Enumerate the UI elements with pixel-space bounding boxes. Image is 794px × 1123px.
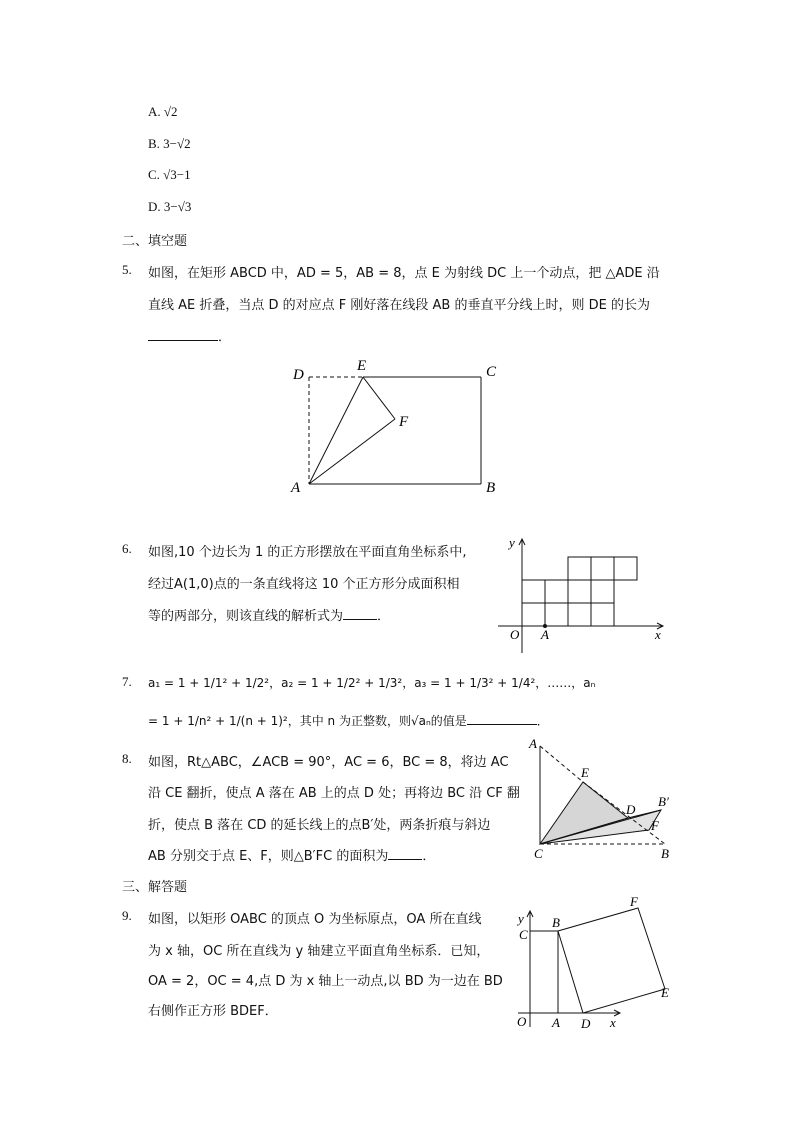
q5-figure <box>285 355 515 505</box>
q8-line3: 折，使点 B 落在 CD 的延长线上的点B′处，两条折痕与斜边 <box>148 818 491 833</box>
q5-label-a: A <box>291 480 301 496</box>
q8-label-a: A <box>529 736 537 751</box>
option-a: A. √2 <box>148 104 178 119</box>
section-solve-heading: 三、解答题 <box>122 880 188 895</box>
q6-line2: 经过A(1,0)点的一条直线将这 10 个正方形分成面积相 <box>148 577 460 592</box>
q5-label-d: D <box>293 367 304 383</box>
q9-line3: OA = 2，OC = 4,点 D 为 x 轴上一动点,以 BD 为一边在 BD <box>148 974 503 989</box>
q9-label-y: y <box>518 911 524 926</box>
q9-label-f: F <box>630 894 638 909</box>
q9-label-x: x <box>610 1015 616 1030</box>
q6-label-y: y <box>509 535 515 550</box>
option-b: B. 3−√2 <box>148 136 191 151</box>
q9-line4: 右侧作正方形 BDEF． <box>148 1004 278 1019</box>
q9-number: 9. <box>122 908 132 923</box>
q9-label-o: O <box>517 1014 527 1029</box>
q5-line1: 如图，在矩形 ABCD 中，AD = 5，AB = 8，点 E 为射线 DC 上一个动点，把 △ADE 沿 <box>148 266 660 281</box>
option-d: D. 3−√3 <box>148 199 192 214</box>
q8-label-c: C <box>534 846 543 861</box>
q8-line4: AB 分别交于点 E、F，则△B′FC 的面积为 ． <box>148 849 436 864</box>
q5-label-e: E <box>357 358 367 374</box>
q9-label-e: E <box>661 985 669 1000</box>
q5-label-b: B <box>486 480 496 496</box>
q8-line2: 沿 CE 翻折，使点 A 落在 AB 上的点 D 处；再将边 BC 沿 CF 翻 <box>148 786 520 801</box>
q7-answer-blank <box>467 712 537 725</box>
q8-line1: 如图，Rt△ABC，∠ACB = 90°，AC = 6，BC = 8，将边 AC <box>148 755 509 770</box>
q8-label-d: D <box>626 802 636 817</box>
q5-line2: 直线 AE 折叠，当点 D 的对应点 F 刚好落在线段 AB 的垂直平分线上时，则 DE 的长为 <box>148 298 650 313</box>
q5-answer-blank <box>148 328 218 341</box>
q5-number: 5. <box>122 262 132 277</box>
q8-label-b: B <box>661 846 669 861</box>
q8-label-e: E <box>581 765 589 780</box>
q9-line2: 为 x 轴，OC 所在直线为 y 轴建立平面直角坐标系．已知， <box>148 944 490 959</box>
q6-label-x: x <box>655 627 661 642</box>
section-fill-heading: 二、填空题 <box>122 234 188 249</box>
q6-answer-blank <box>343 607 377 620</box>
q8-label-f: F <box>651 818 659 833</box>
q9-figure <box>508 895 688 1035</box>
q6-label-a: A <box>541 627 549 642</box>
q8-label-bprime: B′ <box>658 794 669 809</box>
q6-line3: 等的两部分，则该直线的解析式为 ． <box>148 609 391 624</box>
q7-line1: a₁ = 1 + 1/1² + 1/2²，a₂ = 1 + 1/2² + 1/3²，a₃ = 1 + 1/3² + 1/4²，……，aₙ <box>148 676 596 690</box>
q9-line1: 如图，以矩形 OABC 的顶点 O 为坐标原点，OA 所在直线 <box>148 912 482 927</box>
q9-label-c: C <box>519 927 528 942</box>
q7-number: 7. <box>122 674 132 689</box>
q9-label-b: B <box>552 915 560 930</box>
q5-label-f: F <box>399 414 409 430</box>
q8-answer-blank <box>388 847 422 860</box>
q6-line1: 如图,10 个边长为 1 的正方形摆放在平面直角坐标系中, <box>148 545 467 560</box>
q9-label-d: D <box>581 1016 591 1031</box>
q5-line3: ． <box>148 326 231 345</box>
q6-figure <box>498 535 678 660</box>
q7-line2: = 1 + 1/n² + 1/(n + 1)²，其中 n 为正整数，则√aₙ的值是 ． <box>148 714 549 728</box>
q8-number: 8. <box>122 751 132 766</box>
q6-number: 6. <box>122 541 132 556</box>
q6-label-o: O <box>510 627 520 642</box>
q9-label-a: A <box>552 1015 560 1030</box>
q8-figure <box>525 738 685 863</box>
q5-label-c: C <box>486 364 497 380</box>
option-c: C. √3−1 <box>148 167 191 182</box>
